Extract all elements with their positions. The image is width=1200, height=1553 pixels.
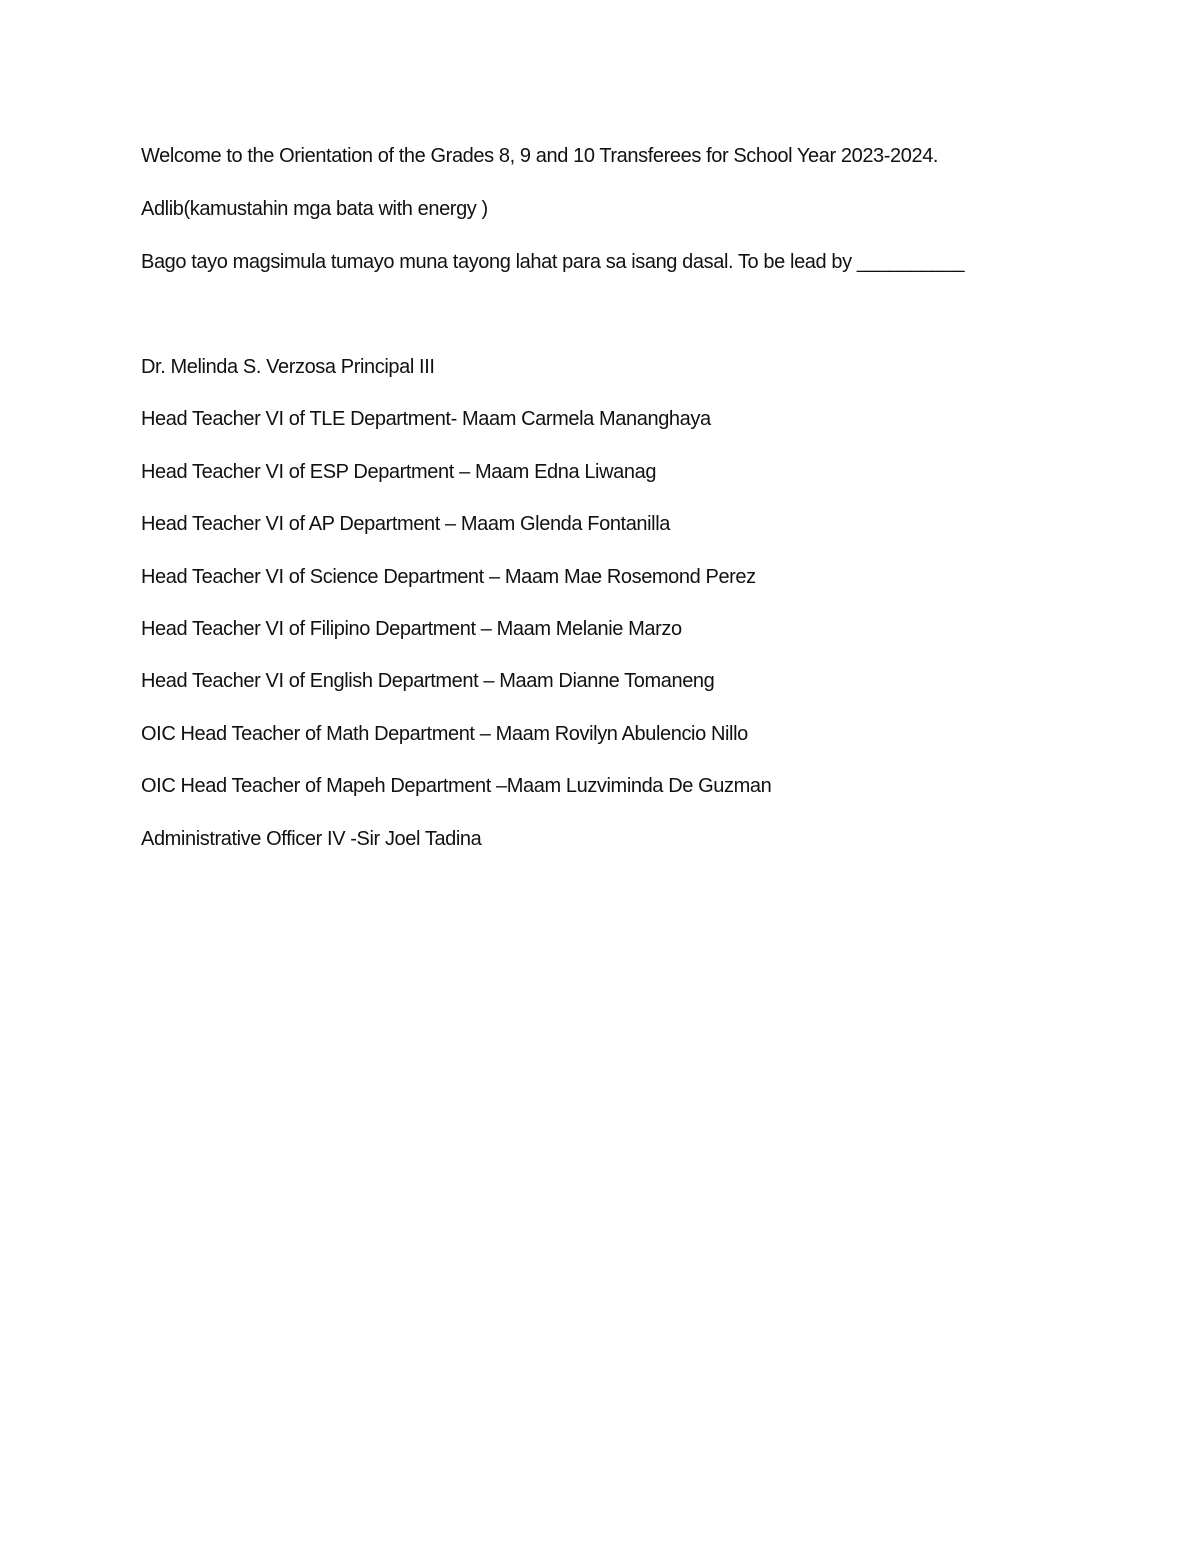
staff-math-oic: OIC Head Teacher of Math Department – Maam Rovilyn Abulencio Nillo (141, 722, 748, 745)
prayer-line: Bago tayo magsimula tumayo muna tayong lahat para sa isang dasal. To be lead by __________ (141, 251, 965, 273)
document-body (141, 142, 1141, 877)
adlib-line: Adlib(kamustahin mga bata with energy ) (141, 198, 488, 220)
staff-mapeh-oic: OIC Head Teacher of Mapeh Department –Maam Luzviminda De Guzman (141, 775, 772, 798)
intro-section (141, 142, 1141, 276)
staff-tle-head: Head Teacher VI of TLE Department- Maam Carmela Mananghaya (141, 408, 711, 431)
staff-ap-head: Head Teacher VI of AP Department – Maam Glenda Fontanilla (141, 513, 670, 536)
staff-filipino-head: Head Teacher VI of Filipino Department – Maam Melanie Marzo (141, 617, 682, 640)
staff-principal: Dr. Melinda S. Verzosa Principal III (141, 356, 435, 378)
staff-list (141, 353, 1141, 853)
welcome-line: Welcome to the Orientation of the Grades 8, 9 and 10 Transferees for School Year 2023-2024. (141, 145, 939, 167)
staff-admin-officer: Administrative Officer IV -Sir Joel Tadina (141, 827, 482, 850)
staff-science-head: Head Teacher VI of Science Department – Maam Mae Rosemond Perez (141, 565, 756, 588)
staff-esp-head: Head Teacher VI of ESP Department – Maam Edna Liwanag (141, 460, 657, 483)
staff-english-head: Head Teacher VI of English Department – Maam Dianne Tomaneng (141, 670, 715, 693)
